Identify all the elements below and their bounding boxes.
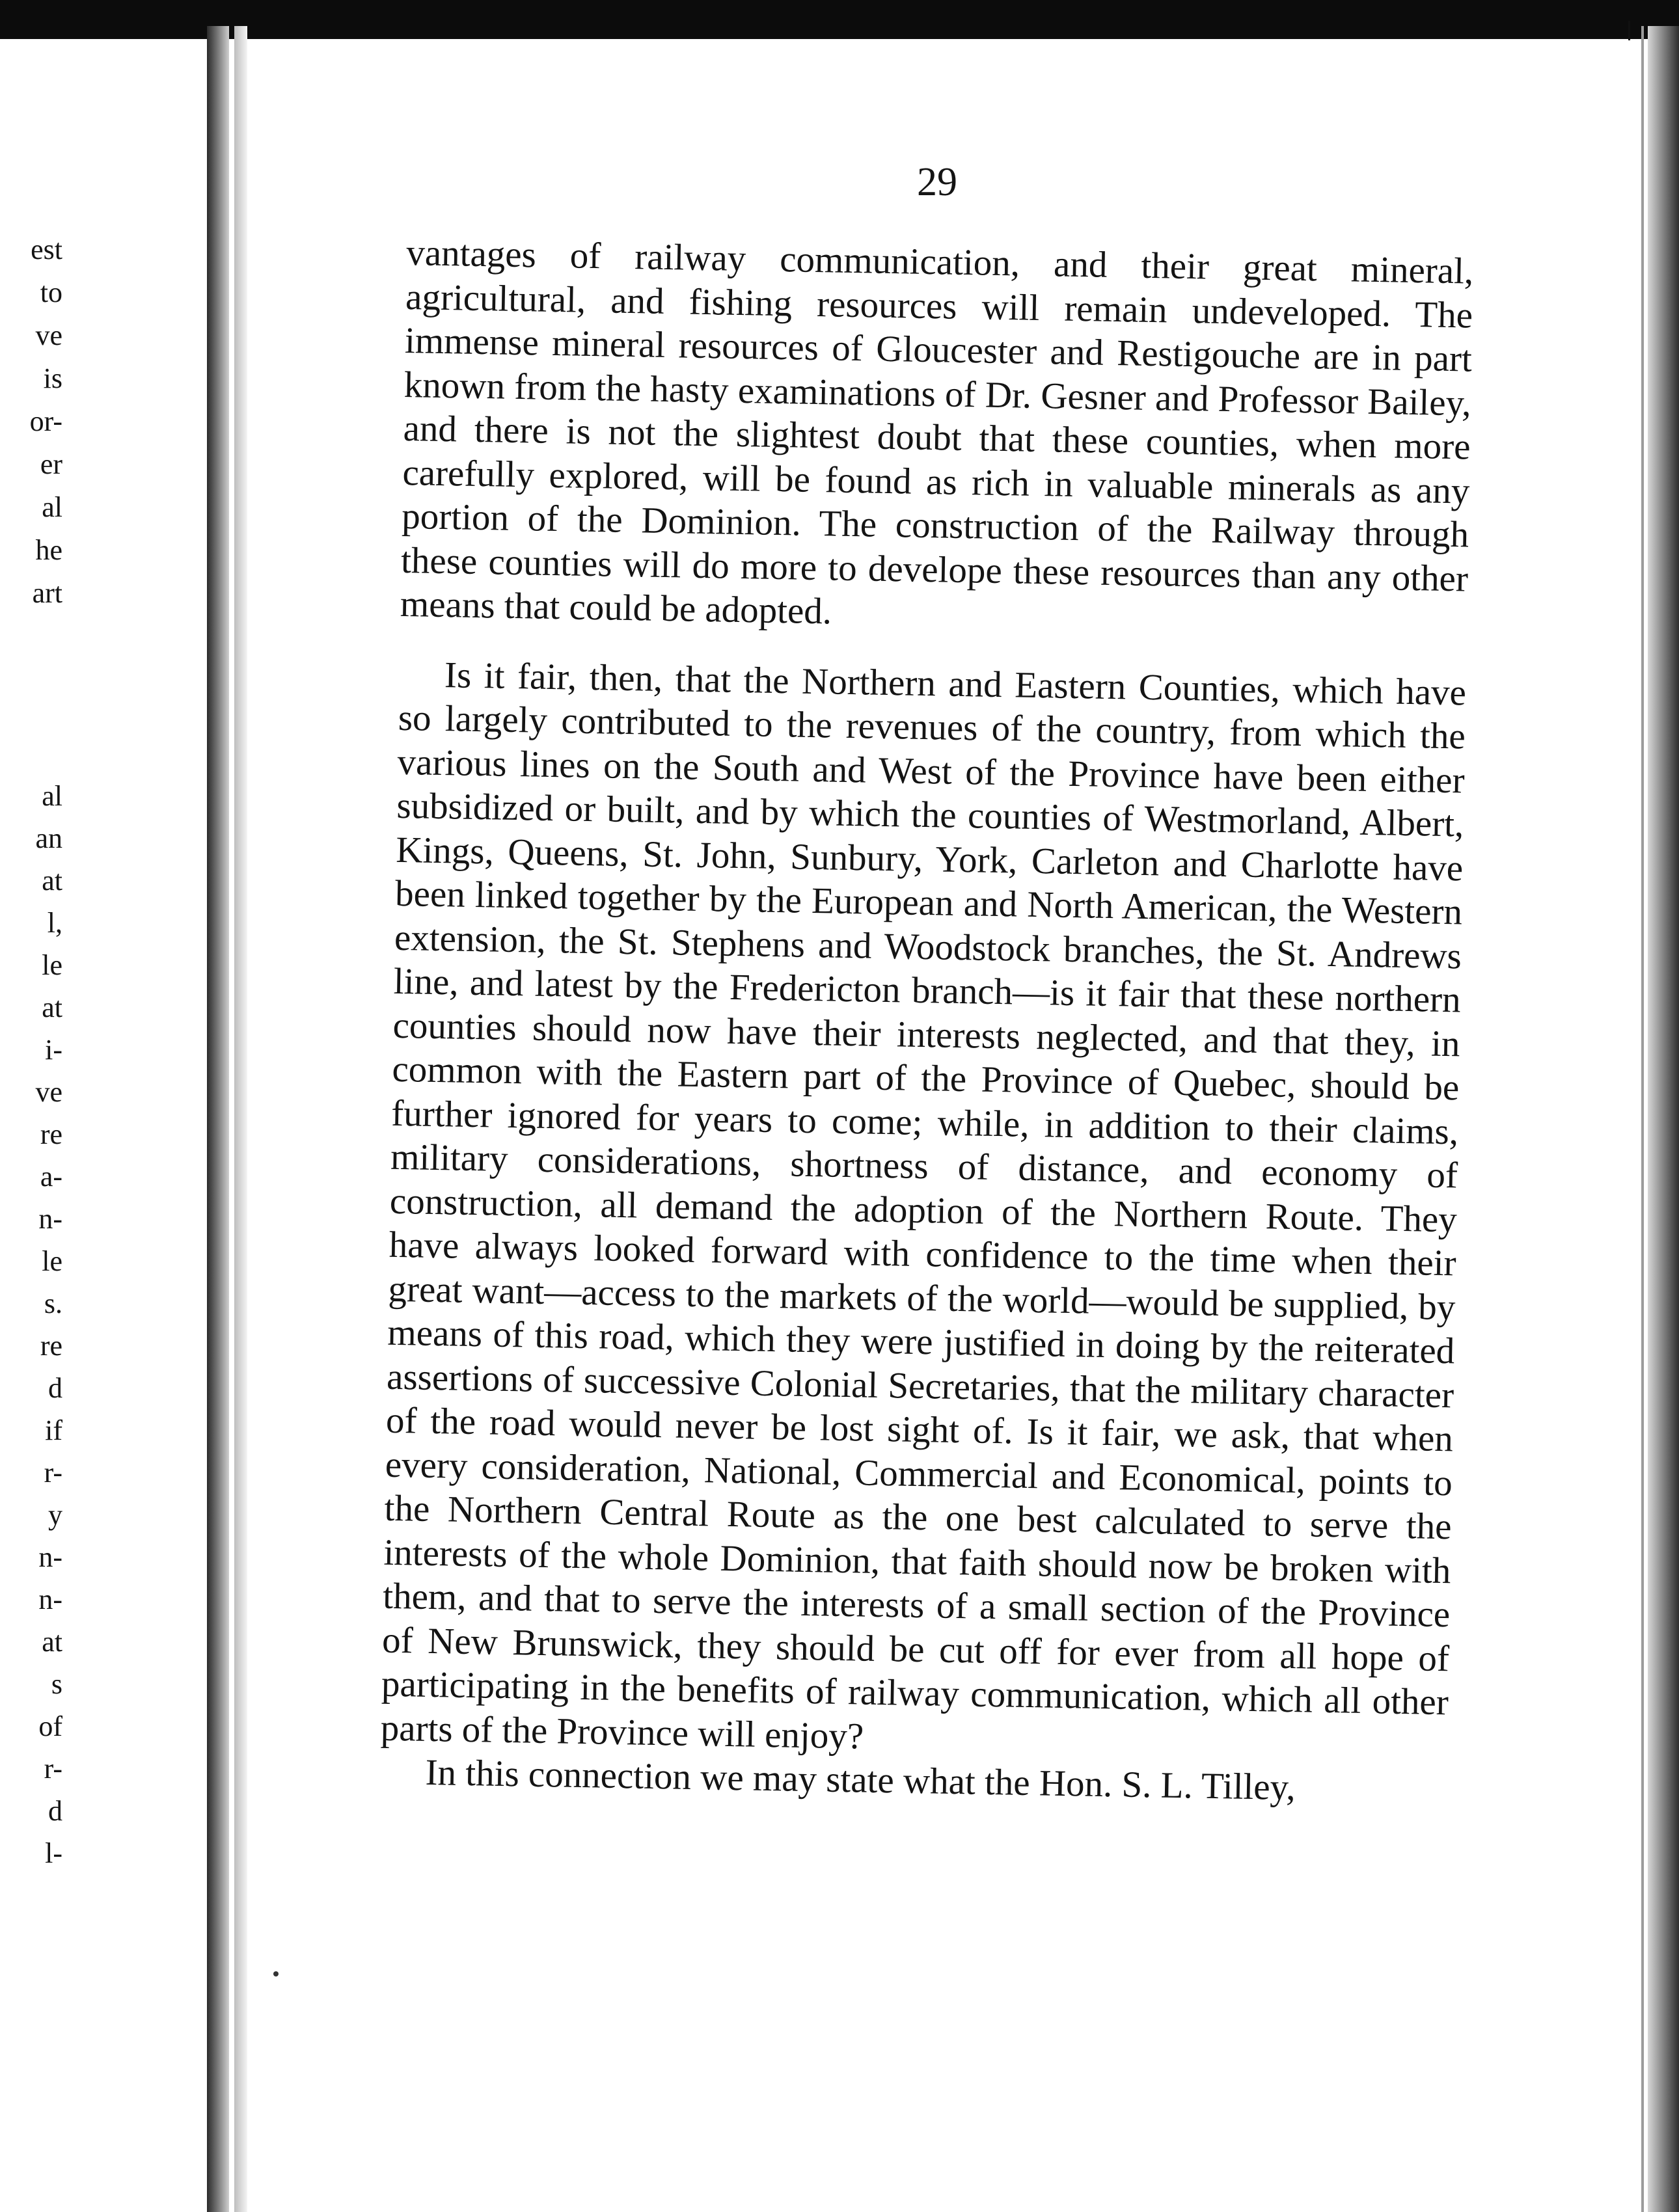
ink-speck xyxy=(273,1971,279,1976)
fragment-line: or- xyxy=(29,405,62,437)
fragment-line: l- xyxy=(45,1837,62,1869)
fragment-line: he xyxy=(35,534,62,566)
fragment-line: est xyxy=(31,234,62,265)
body-text xyxy=(379,231,1474,1813)
fragment-line: al xyxy=(42,780,62,812)
page-edge-shadow xyxy=(1648,26,1679,2212)
fragment-line: n- xyxy=(38,1203,62,1235)
fragment-line: s xyxy=(51,1668,62,1700)
fragment-line: at xyxy=(42,1626,62,1658)
fragment-line: er xyxy=(40,448,62,480)
fragment-line: an xyxy=(35,822,62,854)
gutter-highlight xyxy=(234,26,247,2212)
fragment-line: le xyxy=(42,1245,62,1277)
fragment-line: if xyxy=(45,1414,62,1446)
fragment-line: ve xyxy=(35,1076,62,1108)
fragment-line: l, xyxy=(47,907,62,939)
fragment-line: is xyxy=(43,362,62,394)
fragment-line: at xyxy=(42,991,62,1023)
fragment-line: y xyxy=(48,1499,62,1531)
fragment-line: of xyxy=(38,1710,62,1742)
paragraph-tilley: In this connection we may state what the Hon. S. L. Tilley, xyxy=(425,1751,1296,1809)
fragment-line: d xyxy=(48,1372,62,1404)
fragment-line: re xyxy=(40,1118,62,1150)
fragment-line: s. xyxy=(44,1288,62,1319)
fragment-line: r- xyxy=(44,1753,62,1785)
scan-corner-mark xyxy=(1628,21,1630,40)
fragment-line: n- xyxy=(38,1584,62,1615)
fragment-line: re xyxy=(40,1330,62,1362)
fragment-line: r- xyxy=(44,1457,62,1489)
fragment-line: a- xyxy=(40,1161,62,1193)
paragraph-continuation: vantages of railway communication, and their great mineral, agricultural, and fishing resources will remain undeveloped. The immense mineral resources of Gloucester and Restigouche are in part known from the hasty examinations of Dr. Gesner and Professor Bailey, and there is not the slightest doubt that these counties, when more carefully explored, will be found as rich in valuable minerals as any portion of the Dominion. The construction of the Railway through these counties will do more to develope these resources than any other means that could be adopted. xyxy=(400,232,1474,632)
page-edge-line xyxy=(1641,26,1644,2212)
fragment-line: at xyxy=(42,865,62,897)
fragment-line: ve xyxy=(35,319,62,351)
page-number: 29 xyxy=(917,160,957,204)
fragment-line: al xyxy=(42,491,62,523)
paragraph-northern-counties: Is it fair, then, that the Northern and Eastern Counties, which have so largely contributed to the revenues of the country, from which the various lines on the South and West of the Province have been either subsidized or built, and by which the counties of Westmorland, Albert, Kings, Queens, St. John, Sunbury, York, Carleton and Charlotte have been linked together by the European and North American, the Western extension, the St. Stephens and Woodstock branches, the St. Andrews line, and latest by the Fredericton branch—is it fair that these northern counties should now have their interests neglected, and that they, in common with the Eastern part of the Province of Quebec, should be further ignored for years to come; while, in addition to their claims, military considerations, shortness of distance, and economy of construction, all demand the adoption of the Northern Route. They have always looked forward with confidence to the time when their great want—access to the markets of the world—would be supplied, by means of this road, which they were justified in doing by the reiterated assertions of successive Colonial Secretaries, that the military character of the road would never be lost sight of. Is it fair, we ask, that when every consideration, National, Commercial and Economical, points to the Northern Central Route as the one best calculated to serve the interests of the whole Dominion, that faith should now be broken with them, and that to serve the interests of a small section of the Province of New Brunswick, they should be cut off for ever from all hope of participating in the benefits of railway communication, which all other parts of the Province will enjoy? xyxy=(380,654,1467,1757)
fragment-line: n- xyxy=(38,1541,62,1573)
fragment-line: i- xyxy=(45,1034,62,1066)
scan-top-border xyxy=(0,0,1679,39)
fragment-line: to xyxy=(40,276,62,308)
fragment-line: art xyxy=(32,577,62,609)
fragment-line: le xyxy=(42,949,62,981)
fragment-line: d xyxy=(48,1795,62,1827)
book-spine-shadow xyxy=(207,26,229,2212)
